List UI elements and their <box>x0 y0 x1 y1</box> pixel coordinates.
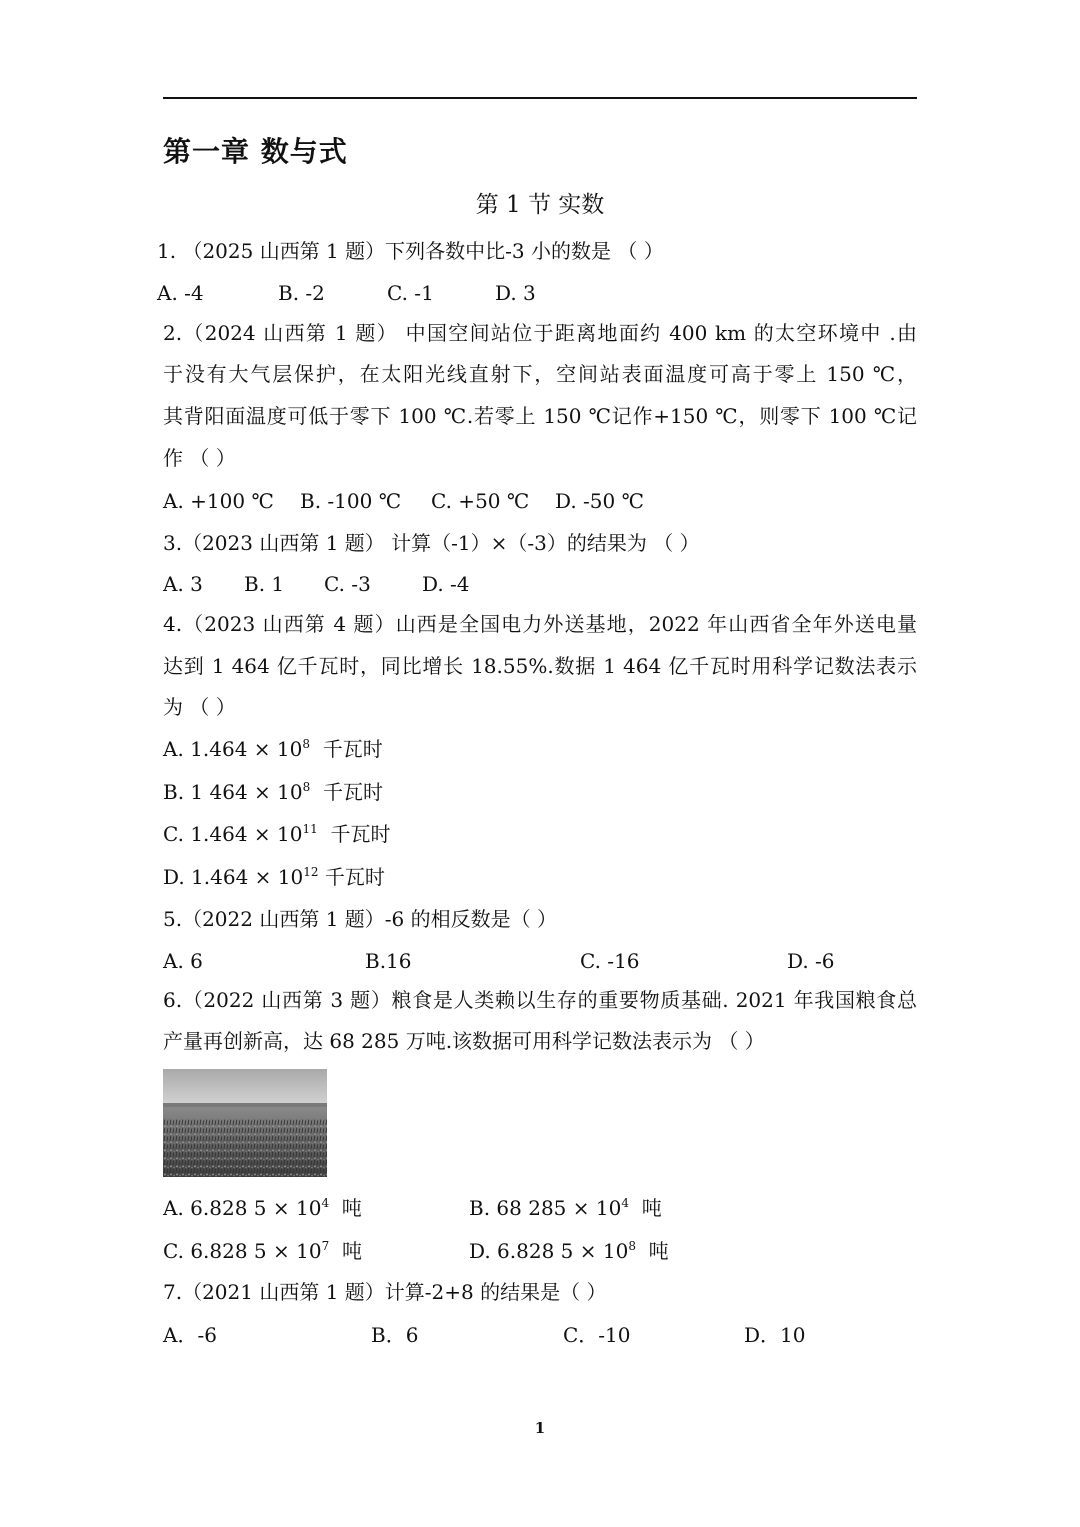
q4-option-b-exp: 8 <box>302 780 311 794</box>
q5-option-c: C. -16 <box>580 949 640 973</box>
q6-option-d-exp: 8 <box>628 1239 636 1253</box>
q4-option-c-base: 1.464 × 10 <box>190 822 303 846</box>
q2-line-1: 2.（2024 山西第 1 题） 中国空间站位于距离地面约 400 km 的太空环境中 .由 <box>163 321 917 345</box>
q4-option-d-unit: 千瓦时 <box>324 865 385 889</box>
q4-option-a-exp: 8 <box>302 737 310 751</box>
q6-line-2: 产量再创新高，达 68 285 万吨.该数据可用科学记数法表示为 （ ） <box>163 1029 765 1053</box>
q4-option-b-letter: B. <box>163 780 185 804</box>
section-title: 第 1 节 实数 <box>475 192 605 218</box>
q6-option-c-exp: 7 <box>321 1239 330 1253</box>
q3-option-c: C. -3 <box>324 572 371 596</box>
q4-option-c-exp: 11 <box>302 822 318 836</box>
q2-line-3: 其背阳面温度可低于零下 100 ℃.若零上 150 ℃记作+150 ℃，则零下 100 ℃记 <box>163 404 917 428</box>
q4-line-2: 达到 1 464 亿千瓦时，同比增长 18.55%.数据 1 464 亿千瓦时用科学记数法表示 <box>163 654 917 678</box>
q4-line-1: 4.（2023 山西第 4 题）山西是全国电力外送基地，2022 年山西省全年外送电量 <box>163 612 917 636</box>
q4-option-b <box>163 777 383 807</box>
header-rule <box>163 97 917 99</box>
q4-option-c <box>163 819 391 849</box>
q6-option-d <box>469 1236 669 1266</box>
q6-option-c <box>163 1236 362 1266</box>
q6-option-a-base: 6.828 5 × 10 <box>190 1196 322 1220</box>
q2-line-4: 作 （ ） <box>163 446 236 470</box>
q4-line-3: 为 （ ） <box>163 695 236 719</box>
q7-option-a: A．-6 <box>163 1323 217 1347</box>
q6-option-d-base: 6.828 5 × 10 <box>497 1239 629 1263</box>
q6-option-c-letter: C. <box>163 1239 184 1263</box>
q2-option-a: A. +100 ℃ <box>163 489 274 513</box>
q7-option-d: D．10 <box>744 1323 806 1347</box>
q1-option-a: A. -4 <box>157 281 204 305</box>
q5-stem: 5.（2022 山西第 1 题）-6 的相反数是（ ） <box>163 907 557 931</box>
q1-stem: 1. （2025 山西第 1 题）下列各数中比-3 小的数是 （ ） <box>157 239 664 263</box>
q6-option-b-unit: 吨 <box>641 1196 662 1220</box>
q6-option-a <box>163 1193 362 1223</box>
q2-option-b: B. -100 ℃ <box>300 489 402 513</box>
q3-option-b: B. 1 <box>244 572 285 596</box>
chapter-title: 第一章 数与式 <box>163 135 348 168</box>
q4-option-d-base: 1.464 × 10 <box>191 865 304 889</box>
q6-option-d-letter: D. <box>469 1239 491 1263</box>
q4-option-a-unit: 千瓦时 <box>322 737 383 761</box>
wheat-field-photo <box>163 1069 327 1177</box>
q6-option-a-exp: 4 <box>321 1196 330 1210</box>
q1-option-c: C. -1 <box>387 281 434 305</box>
q6-line-1: 6.（2022 山西第 3 题）粮食是人类赖以生存的重要物质基础. 2021 年我国粮食总 <box>163 988 917 1012</box>
q5-option-b: B.16 <box>365 949 412 973</box>
q4-option-b-unit: 千瓦时 <box>322 780 383 804</box>
wheat-field-image <box>163 1069 327 1177</box>
q2-option-c: C. +50 ℃ <box>431 489 530 513</box>
q2-line-2: 于没有大气层保护，在太阳光线直射下，空间站表面温度可高于零上 150 ℃， <box>163 362 917 386</box>
q4-option-a-letter: A. <box>163 737 184 761</box>
q6-option-b-base: 68 285 × 10 <box>496 1196 622 1220</box>
q6-option-a-unit: 吨 <box>341 1196 362 1220</box>
q4-option-d-letter: D. <box>163 865 185 889</box>
q3-option-a: A. 3 <box>163 572 203 596</box>
q5-option-a: A. 6 <box>163 949 203 973</box>
q4-option-a <box>163 734 383 764</box>
q4-option-d <box>163 862 385 892</box>
q4-option-d-exp: 12 <box>303 865 319 879</box>
page-number: 1 <box>534 1419 546 1437</box>
q1-option-b: B. -2 <box>278 281 325 305</box>
q7-stem: 7.（2021 山西第 1 题）计算-2+8 的结果是（ ） <box>163 1280 607 1304</box>
q4-option-b-base: 1 464 × 10 <box>190 780 303 804</box>
q6-option-a-letter: A. <box>163 1196 184 1220</box>
q6-option-c-unit: 吨 <box>341 1239 362 1263</box>
q5-option-d: D. -6 <box>787 949 835 973</box>
q3-option-d: D. -4 <box>422 572 470 596</box>
q4-option-a-base: 1.464 × 10 <box>190 737 303 761</box>
q3-stem: 3.（2023 山西第 1 题） 计算（-1）×（-3）的结果为 （ ） <box>163 531 700 555</box>
q6-option-c-base: 6.828 5 × 10 <box>190 1239 322 1263</box>
q4-option-c-letter: C. <box>163 822 184 846</box>
q1-option-d: D. 3 <box>495 281 536 305</box>
q6-option-b <box>469 1193 662 1223</box>
q6-option-d-unit: 吨 <box>648 1239 669 1263</box>
q6-option-b-letter: B. <box>469 1196 491 1220</box>
q7-option-b: B．6 <box>371 1323 419 1347</box>
q4-option-c-unit: 千瓦时 <box>330 822 391 846</box>
q2-option-d: D. -50 ℃ <box>555 489 644 513</box>
q7-option-c: C．-10 <box>563 1323 631 1347</box>
q6-option-b-exp: 4 <box>621 1196 629 1210</box>
